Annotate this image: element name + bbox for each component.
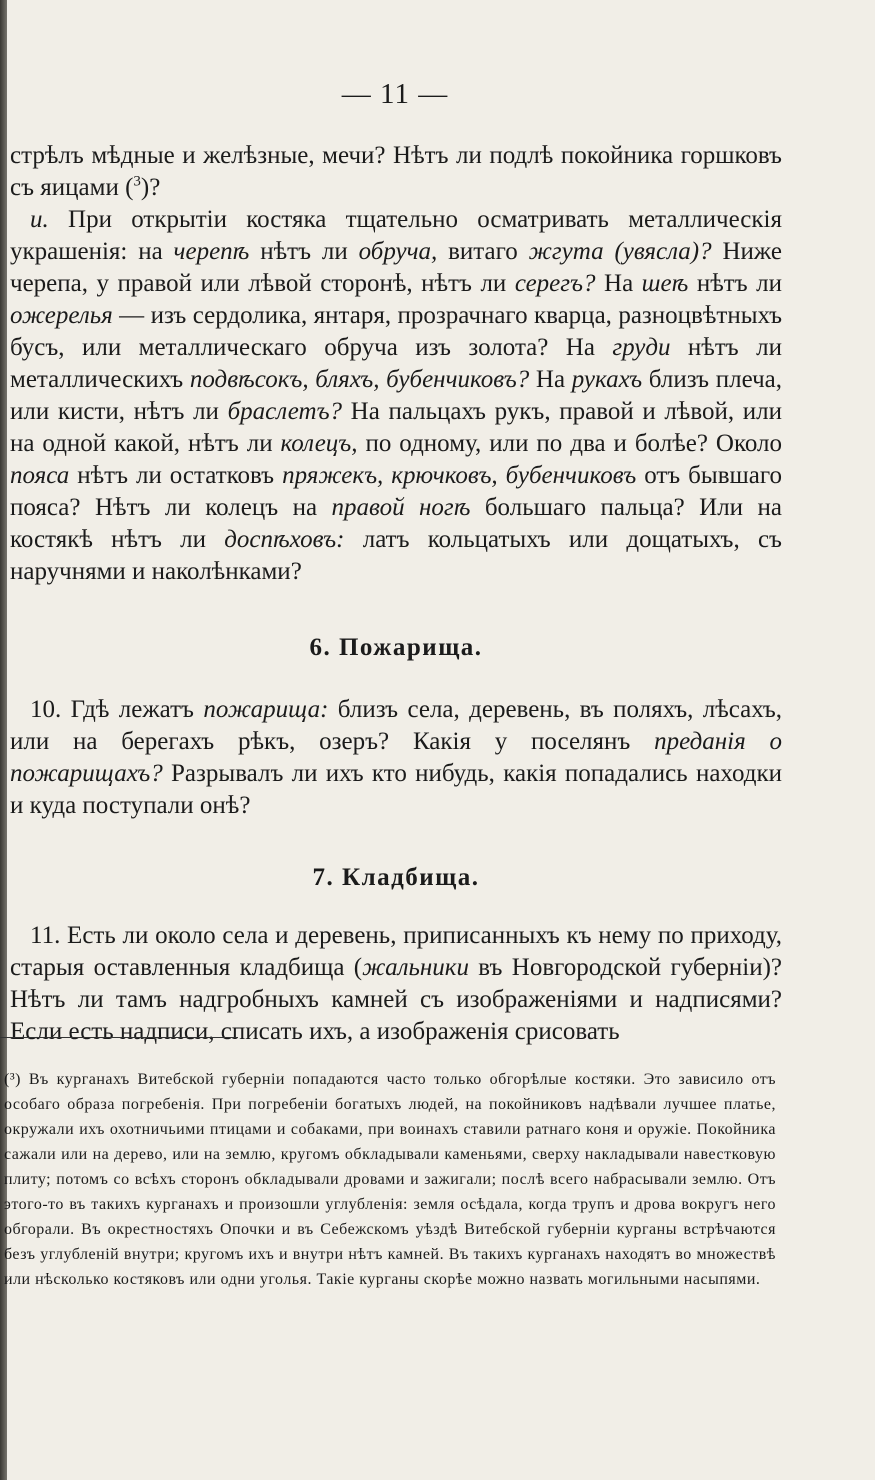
paragraph-graves-continued: стрѣлъ мѣдные и желѣзные, мечи? Нѣтъ ли подлѣ покойника горшковъ съ яицами ($^3$)?: [10, 142, 782, 201]
paragraph-item-10: 10. Гдѣ лежатъ пожарища: близъ села, деревень, въ поляхъ, лѣсахъ, или на берегахъ рѣкъ, озеръ? Какія у поселянъ преданія о пожарищахъ? Разрывалъ ли ихъ кто нибудь, какія попадались находки и куда поступали онѣ?: [10, 696, 783, 819]
footnote-marker: (³): [4, 1071, 21, 1088]
item-letter: и.: [30, 206, 49, 233]
section-heading-fire-sites: 6. Пожарища.: [309, 634, 483, 661]
paragraph-item-i: и. При открытіи костяка тщательно осматривать металлическія украшенія: на черепѣ нѣтъ ли обруча, витаго жгута (увясла)? Ниже черепа, у правой или лѣвой сторонѣ, нѣтъ ли серегъ? На шеѣ нѣтъ ли ожерелья — изъ сердолика, янтаря, прозрачнаго кварца, разноцвѣтныхъ бусъ, или металлическаго обруча изъ золота? На груди нѣтъ ли металлическихъ подвѣсокъ, бляхъ, бубенчиковъ? На рукахъ близъ плеча, или кисти, нѣтъ ли браслетъ? На пальцахъ рукъ, правой и лѣвой, или на одной какой, нѣтъ ли колецъ, по одному, или по два и болѣе? Около пояса нѣтъ ли остатковъ пряжекъ, крючковъ, бубенчиковъ отъ бывшаго пояса? Нѣтъ ли колецъ на правой ногѣ большаго пальца? Или на костякѣ нѣтъ ли доспѣховъ: латъ кольцатыхъ или дощатыхъ, съ наручнями и наколѣнками?: [10, 206, 783, 585]
page-number: — 11 —: [341, 78, 449, 110]
footnote-ref[interactable]: 3: [133, 173, 141, 190]
footnote-text: (³) Въ курганахъ Витебской губерніи попадаются часто только обгорѣлые костяки. Это зависило отъ особаго образа погребенія. При погребеніи богатыхъ людей, на покойниковъ надѣвали лучшее платье, окружали ихъ охотничьими птицами и собаками, при воинахъ ставили ратнаго коня и оружіе. Покойника сажали или на дерево, или на землю, кругомъ обкладывали каменьями, сверху накладывали навестковую плиту; потомъ со всѣхъ сторонъ обкладывали дровами и зажигали; послѣ всего набрасывали землю. Отъ этого-то въ такихъ курганахъ и произошли углубленія: земля осѣдала, когда трупъ и дрова вокругъ него обгорали. Въ окрестностяхъ Опочки и въ Себежскомъ уѣздѣ Витебской губерніи курганы встрѣчаются безъ углубленій внутри; кругомъ ихъ и внутри нѣтъ камней. Въ такихъ курганахъ находятъ во множествѣ или нѣсколько костяковъ или одни уголья. Такіе курганы скорѣе можно назвать могильными насыпями.: [4, 1071, 776, 1288]
main-text: [10, 140, 782, 1048]
paragraph-item-11: 11. Есть ли около села и деревень, приписанныхъ къ нему по приходу, старыя оставленныя кладбища (жальники въ Новгородской губерніи)? Нѣтъ ли тамъ надгробныхъ камней съ изображеніями и надписями? Если есть надписи, списать ихъ, а изображенія срисовать: [10, 922, 782, 1045]
footnote: [4, 1067, 776, 1292]
section-heading-cemeteries: 7. Кладбища.: [312, 864, 480, 891]
footnote-divider: [0, 1037, 238, 1038]
